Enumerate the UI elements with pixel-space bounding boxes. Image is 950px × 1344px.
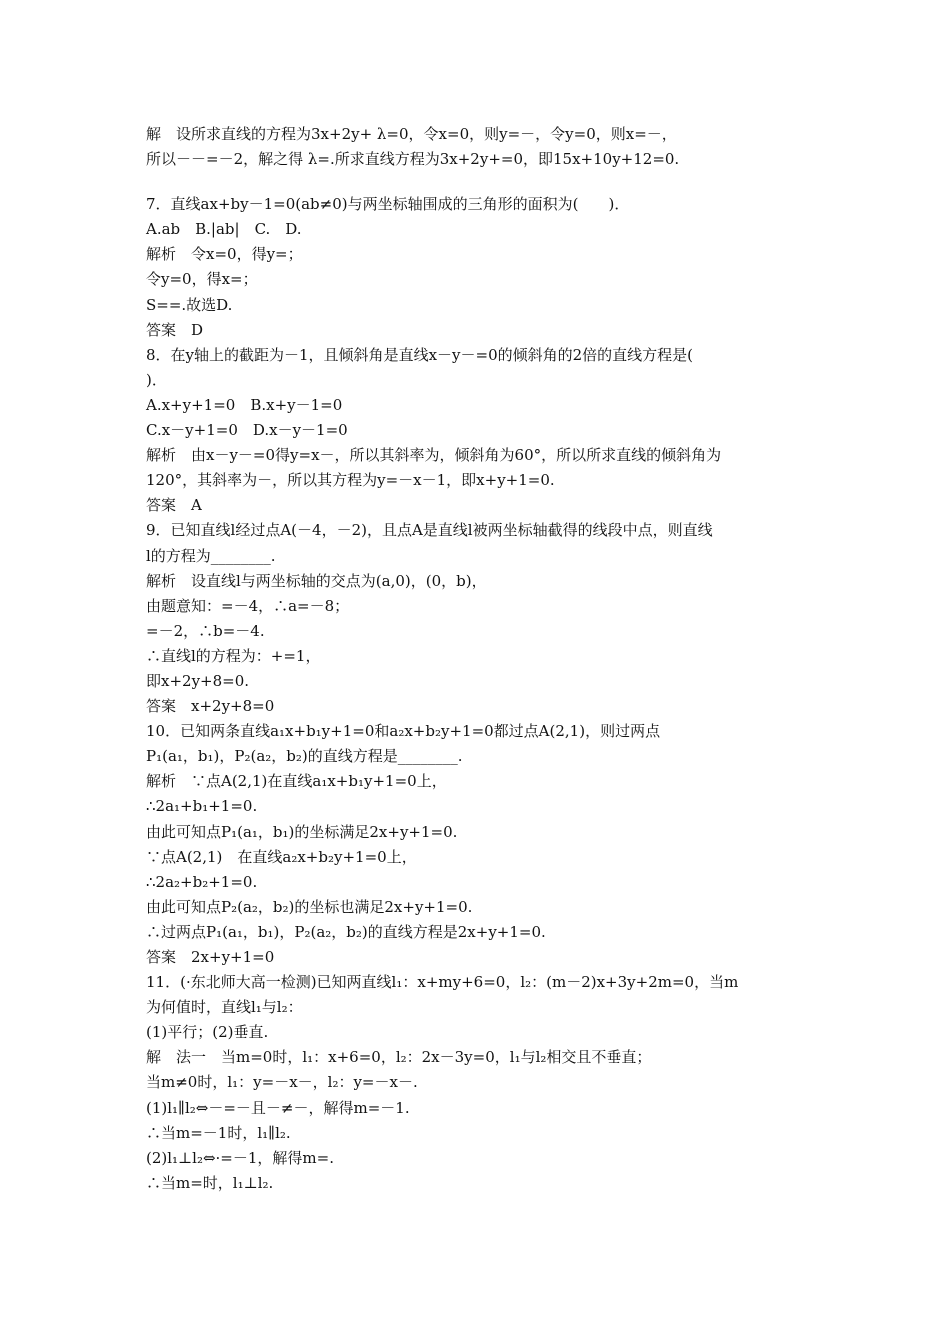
text-line: 由此可知点P₁(a₁，b₁)的坐标满足2x+y+1=0.	[146, 822, 458, 841]
text-line: 由此可知点P₂(a₂，b₂)的坐标也满足2x+y+1=0.	[146, 897, 473, 916]
text-line: P₁(a₁，b₁)，P₂(a₂，b₂)的直线方程是________.	[146, 747, 463, 766]
text-line: 当m≠0时，l₁：y=－x－，l₂：y=－x－.	[146, 1073, 418, 1092]
text-line: 解 法一 当m=0时，l₁：x+6=0，l₂：2x－3y=0，l₁与l₂相交且不垂直；	[146, 1048, 652, 1067]
text-line: ∴过两点P₁(a₁，b₁)，P₂(a₂，b₂)的直线方程是2x+y+1=0.	[146, 922, 546, 941]
blank-line	[146, 172, 816, 192]
text-line: C.x－y+1=0 D.x－y－1=0	[146, 421, 348, 440]
text-line: (1)平行；(2)垂直.	[146, 1023, 269, 1042]
text-line: 解析 由x－y－=0得y=x－，所以其斜率为，倾斜角为60°，所以所求直线的倾斜角为	[146, 446, 722, 465]
question-10: 10．已知两条直线a₁x+b₁y+1=0和a₂x+b₂y+1=0都过点A(2,1)，则过两点	[146, 722, 661, 741]
question-9: 9．已知直线l经过点A(－4，－2)，且点A是直线l被两坐标轴截得的线段中点，则直线	[146, 521, 713, 540]
text-line: 解 设所求直线的方程为3x+2y+ λ=0，令x=0，则y=－，令y=0，则x=－，	[146, 125, 677, 143]
text-line: ∴2a₁+b₁+1=0.	[146, 797, 258, 816]
text-line: ∴当m=－1时，l₁∥l₂.	[146, 1123, 291, 1142]
text-line: =－2，∴b=－4.	[146, 621, 265, 640]
text-line: A.ab B.|ab| C. D.	[146, 220, 302, 239]
text-line: 为何值时，直线l₁与l₂：	[146, 998, 303, 1017]
text-line: ∴当m=时，l₁⊥l₂.	[146, 1173, 274, 1192]
answer-line: 答案 D	[146, 320, 204, 339]
text-line: (1)l₁∥l₂⇔－=－且－≠－，解得m=－1.	[146, 1098, 410, 1117]
answer-line: 答案 A	[146, 496, 202, 515]
answer-line: 答案 x+2y+8=0	[146, 697, 275, 716]
document-body	[146, 122, 816, 1196]
text-line: 由题意知：=－4，∴a=－8；	[146, 596, 350, 615]
text-line: ∵点A(2,1) 在直线a₂x+b₂y+1=0上，	[146, 847, 417, 866]
question-7: 7．直线ax+by－1=0(ab≠0)与两坐标轴围成的三角形的面积为( )．	[146, 195, 630, 214]
question-8: 8．在y轴上的截距为－1，且倾斜角是直线x－y－=0的倾斜角的2倍的直线方程是(	[146, 345, 694, 364]
text-line: 所以－－=－2，解之得 λ=.所求直线方程为3x+2y+=0，即15x+10y+12=0.	[146, 150, 680, 169]
text-line: )．	[146, 370, 167, 389]
text-line: A.x+y+1=0 B.x+y－1=0	[146, 395, 343, 414]
text-line: 即x+2y+8=0.	[146, 671, 250, 690]
answer-line: 答案 2x+y+1=0	[146, 948, 275, 966]
text-line: ∴2a₂+b₂+1=0.	[146, 872, 258, 891]
question-11: 11．(·东北师大高一检测)已知两直线l₁：x+my+6=0，l₂：(m－2)x+3y+2m=0，当m	[146, 973, 739, 992]
text-line: S==.故选D.	[146, 295, 233, 314]
text-line: (2)l₁⊥l₂⇔·=－1，解得m=.	[146, 1148, 334, 1167]
text-line: 120°，其斜率为－，所以其方程为y=－x－1，即x+y+1=0.	[146, 471, 555, 490]
text-line: ∴直线l的方程为：+=1，	[146, 646, 321, 665]
text-line: l的方程为________.	[146, 546, 276, 565]
text-line: 解析 ∵点A(2,1)在直线a₁x+b₁y+1=0上，	[146, 772, 447, 791]
text-line: 令y=0，得x=；	[146, 270, 258, 289]
text-line: 解析 令x=0，得y=；	[146, 245, 303, 264]
text-line: 解析 设直线l与两坐标轴的交点为(a,0)，(0，b)，	[146, 571, 487, 590]
